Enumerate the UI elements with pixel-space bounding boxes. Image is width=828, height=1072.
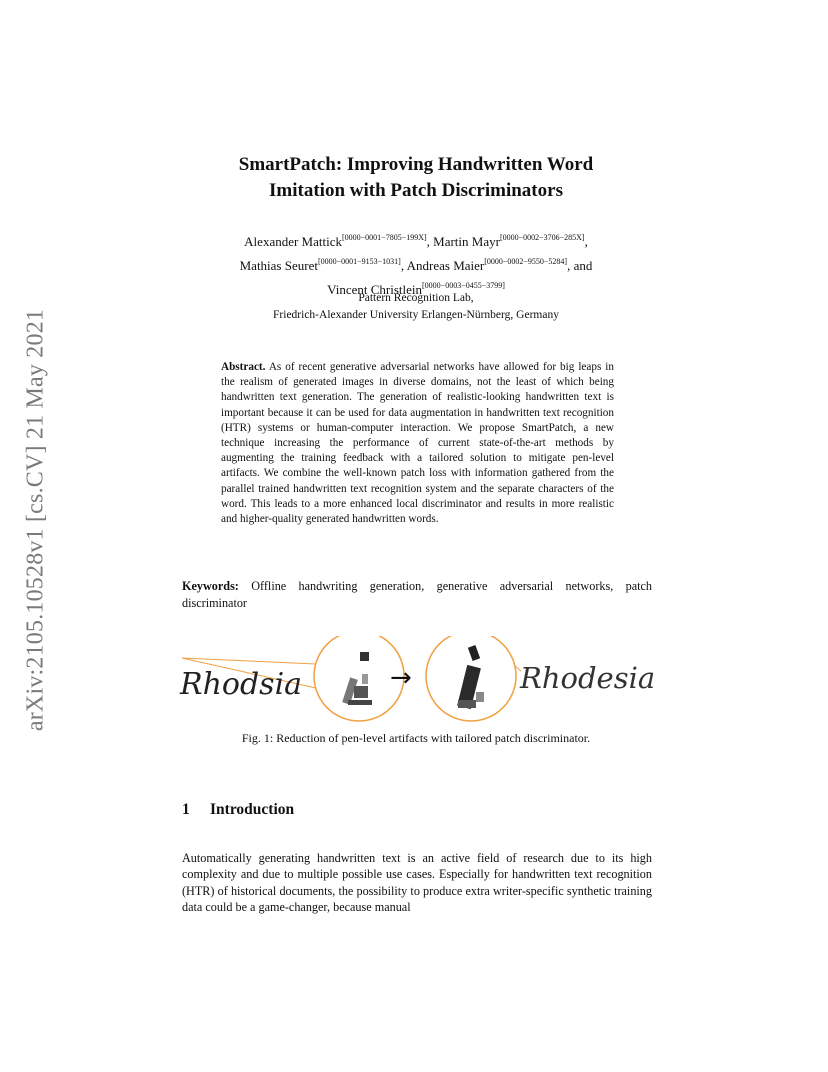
author-orcid: [0000−0002−3706−285X] bbox=[499, 233, 585, 242]
author-name: Mathias Seuret bbox=[239, 258, 318, 273]
author-separator: , bbox=[584, 234, 588, 249]
figure-caption: Fig. 1: Reduction of pen-level artifacts with tailored patch discriminator. bbox=[241, 731, 591, 745]
affiliation-line-1: Pattern Recognition Lab, bbox=[358, 292, 474, 304]
author-orcid: [0000−0003−0455−3799] bbox=[422, 281, 505, 290]
author-name: Martin Mayr bbox=[433, 234, 500, 249]
arxiv-identifier: arXiv:2105.10528v1 [cs.CV] 21 May 2021 bbox=[22, 308, 49, 732]
author-orcid: [0000−0001−9153−1031] bbox=[317, 257, 401, 266]
affiliation-line-2: Friedrich-Alexander University Erlangen-Nürnberg, Germany bbox=[273, 309, 559, 321]
abstract-text: As of recent generative adversarial networks have allowed for big leaps in the realism of generated images in diverse domains, not the least of which being handwritten text generation. The generation of realistic-looking handwritten text is important because it can be used for data augmentation in handwritten text recognition (HTR) systems or human-computer interaction. We propose SmartPatch, a new technique increasing the performance of current state-of-the-art methods by augmenting the training feedback with a tailored solution to mitigate pen-level artifacts. We combine the well-known patch loss with information gathered from the parallel trained handwritten text recognition system and the separate characters of the word. This leads to a more enhanced local discriminator and results in more realistic and higher-quality generated handwritten words. bbox=[221, 361, 614, 526]
author-orcid: [0000−0002−9550−5284] bbox=[484, 257, 568, 266]
title-line-2: Imitation with Patch Discriminators bbox=[269, 180, 563, 201]
author-separator: , bbox=[400, 258, 407, 273]
generated-word-before: Rhodsia bbox=[180, 667, 303, 702]
figure-1 bbox=[176, 636, 656, 726]
keywords-label: Keywords: bbox=[182, 579, 239, 593]
author-name: Alexander Mattick bbox=[244, 234, 342, 249]
section-heading bbox=[182, 801, 294, 819]
connector-line bbox=[182, 658, 316, 664]
section-number: 1 bbox=[182, 801, 190, 818]
generated-word-after: Rhodesia bbox=[520, 661, 656, 695]
section-title: Introduction bbox=[210, 801, 295, 818]
author-separator: , bbox=[426, 234, 434, 249]
author-orcid: [0000−0001−7805−199X] bbox=[342, 233, 427, 242]
arrow-icon: → bbox=[390, 663, 412, 693]
title-line-1: SmartPatch: Improving Handwritten Word bbox=[238, 154, 594, 175]
author-name: Andreas Maier bbox=[406, 258, 485, 273]
author-separator: , and bbox=[567, 258, 593, 273]
author-name: Vincent Christlein bbox=[327, 282, 423, 297]
affiliation bbox=[150, 290, 682, 324]
paper-title bbox=[150, 152, 682, 204]
keywords bbox=[182, 578, 652, 612]
keywords-text: Offline handwriting generation, generative adversarial networks, patch discriminator bbox=[182, 579, 652, 610]
abstract-label: Abstract. bbox=[221, 361, 266, 373]
abstract bbox=[221, 360, 614, 527]
introduction-paragraph: Automatically generating handwritten text is an active field of research due to its high complexity and due to multiple possible use cases. Especially for handwritten text recognition (HTR) of historical documents, the possibility to produce extra writer-specific synthetic training data could be a game-changer, because manual bbox=[182, 851, 652, 914]
